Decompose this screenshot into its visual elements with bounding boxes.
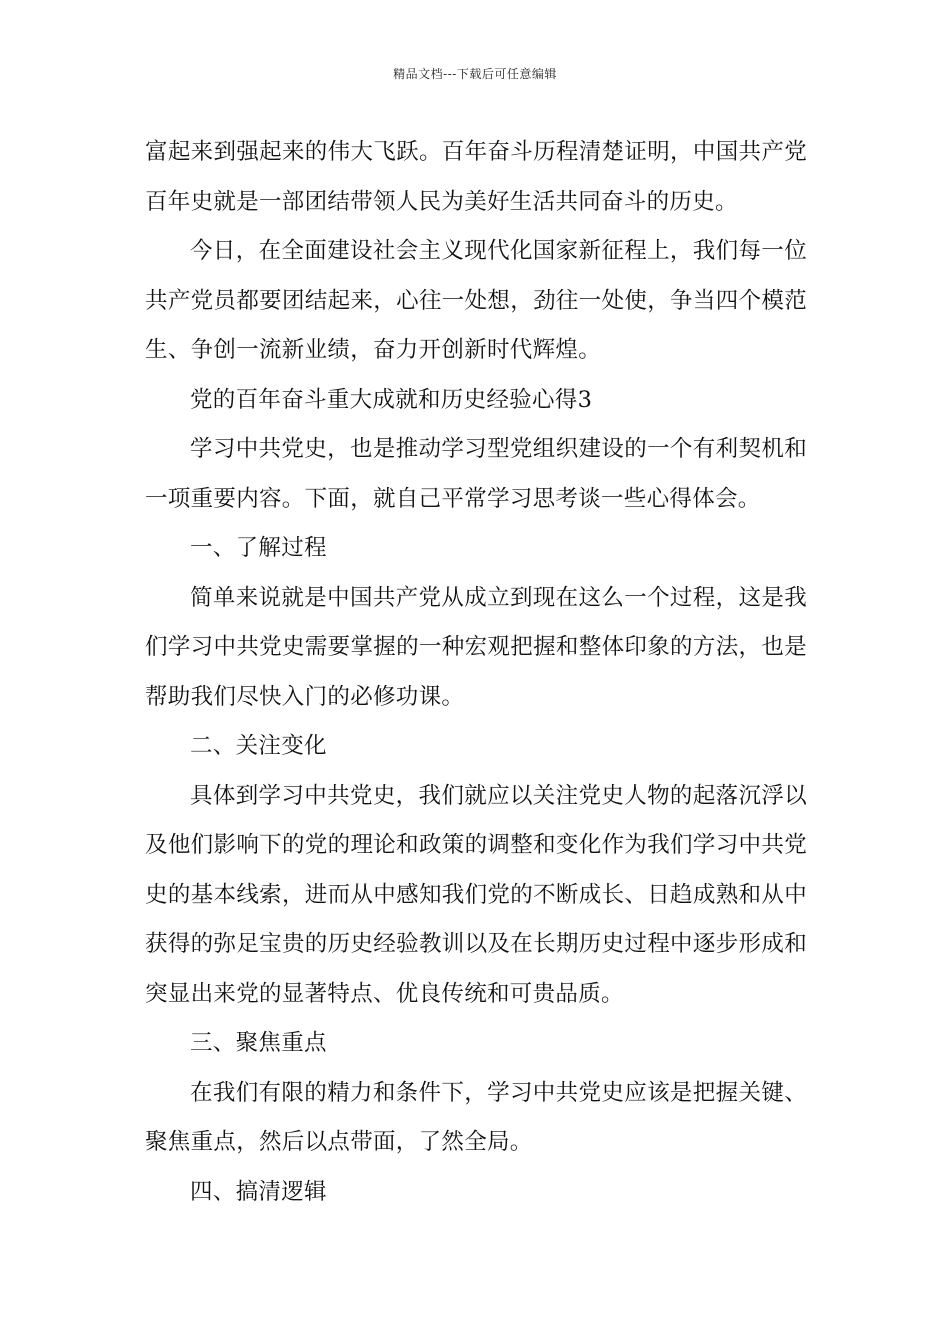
text-line: 突显出来党的显著特点、优良传统和可贵品质。 [145,980,624,1007]
text-line: 二、关注变化 [190,733,327,759]
text-line: 一项重要内容。下面，就自己平常学习思考谈一些心得体会。 [145,485,761,512]
text-line: 生、争创一流新业绩，奋力开创新时代辉煌。 [145,337,602,363]
page-header: 精品文档---下载后可任意编辑 [393,67,557,81]
text-line: 三、聚焦重点 [190,1030,327,1056]
text-line: 们学习中共党史需要掌握的一种宏观把握和整体印象的方法，也是 [145,634,807,660]
text-line: 党的百年奋斗重大成就和历史经验心得3 [190,386,593,413]
text-line: 及他们影响下的党的理论和政策的调整和变化作为我们学习中共党 [145,832,807,858]
text-line: 获得的弥足宝贵的历史经验教训以及在长期历史过程中逐步形成和 [145,931,807,957]
text-line: 一、了解过程 [190,535,327,561]
text-line: 具体到学习中共党史，我们就应以关注党史人物的起落沉浮以 [190,782,807,809]
text-line: 简单来说就是中国共产党从成立到现在这么一个过程，这是我 [190,584,807,611]
text-line: 今日，在全面建设社会主义现代化国家新征程上，我们每一位 [190,238,807,264]
text-line: 聚焦重点，然后以点带面，了然全局。 [145,1129,533,1155]
text-line: 在我们有限的精力和条件下，学习中共党史应该是把握关键、 [190,1079,807,1106]
text-line: 共产党员都要团结起来，心往一处想，劲往一处使，争当四个模范 [145,287,807,314]
text-line: 四、搞清逻辑 [190,1178,327,1205]
text-line: 史的基本线索，进而从中感知我们党的不断成长、日趋成熟和从中 [145,881,807,908]
text-line: 富起来到强起来的伟大飞跃。百年奋斗历程清楚证明，中国共产党 [145,139,807,165]
text-line: 学习中共党史，也是推动学习型党组织建设的一个有利契机和 [190,436,807,462]
text-line: 帮助我们尽快入门的必修功课。 [145,683,465,710]
text-line: 百年史就是一部团结带领人民为美好生活共同奋斗的历史。 [145,188,738,215]
document-body [145,128,807,1217]
